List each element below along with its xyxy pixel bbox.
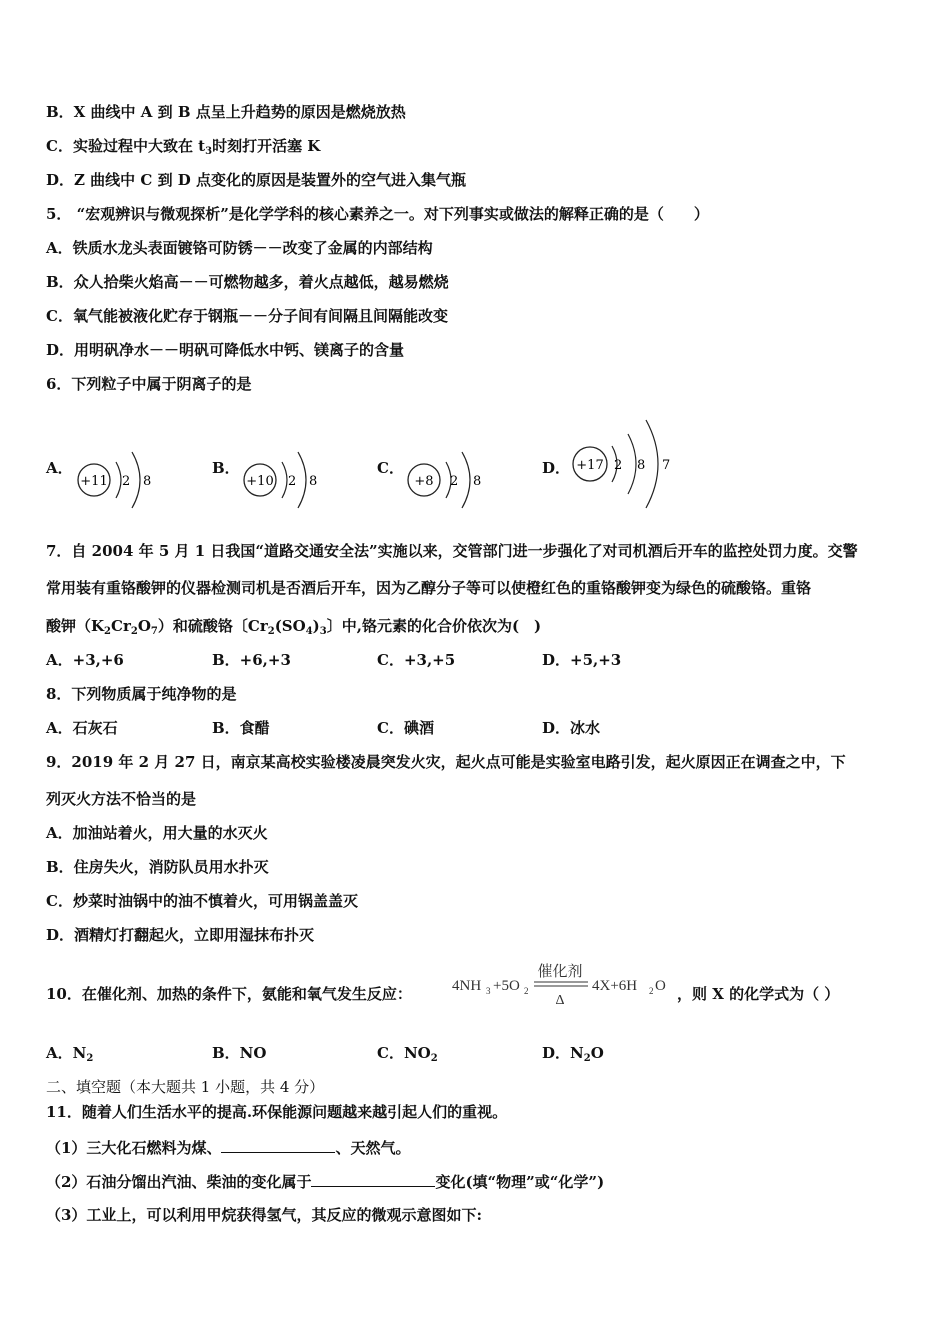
q10-option-d bbox=[542, 1043, 604, 1063]
q6-a-nucleus: +11 bbox=[80, 474, 108, 489]
q6-b-shell-2: 8 bbox=[309, 474, 318, 489]
eq-heat: Δ bbox=[555, 993, 565, 1008]
q9-line-2: 列灭火方法不恰当的是 bbox=[46, 790, 197, 808]
q9-option-c: C．炒菜时油锅中的油不慎着火，可用锅盖盖灭 bbox=[46, 892, 358, 910]
q10-a-sub: 2 bbox=[86, 1053, 94, 1064]
q6-d-nucleus: +17 bbox=[576, 458, 604, 473]
q4-option-c-sub: 3 bbox=[205, 146, 213, 157]
q10-stem-post: ，则 X 的化学式为（ ） bbox=[677, 985, 840, 1003]
eq-sub-2b: 2 bbox=[649, 986, 654, 996]
q11-p1-text2: 、天然气。 bbox=[335, 1139, 411, 1157]
q10-a-text: A．N bbox=[46, 1044, 87, 1062]
q10-option-a bbox=[46, 1043, 93, 1063]
eq-catalyst: 催化剂 bbox=[537, 964, 583, 980]
q8-option-c: C．碘酒 bbox=[377, 719, 434, 737]
q11-p1-blank[interactable] bbox=[221, 1137, 335, 1153]
q7-option-c: C．+3,+5 bbox=[377, 651, 456, 669]
q7-text-d: ）和硫酸铬〔Cr bbox=[157, 617, 268, 635]
q10-d-text2: O bbox=[590, 1044, 604, 1062]
q6-d-shell-3: 7 bbox=[662, 458, 671, 473]
q6-c-shell-2: 8 bbox=[473, 474, 482, 489]
q6-d-shell-2: 8 bbox=[637, 458, 646, 473]
eq-right-b: O bbox=[655, 978, 666, 994]
q10-option-b: B．NO bbox=[212, 1044, 267, 1062]
q7-line-2: 常用装有重铬酸钾的仪器检测司机是否酒后开车，因为乙醇分子等可以使橙红色的重铬酸钾变为绿色的硫酸铬。重铬 bbox=[46, 579, 812, 597]
q6-b-nucleus: +10 bbox=[246, 474, 274, 489]
q7-option-d: D．+5,+3 bbox=[542, 651, 622, 669]
q7-sub: 4 bbox=[305, 626, 313, 637]
q7-line-1: 7．自 2004 年 5 月 1 日我国“道路交通安全法”实施以来，交管部门进一步强化了对司机酒后开车的监控处罚力度。交警 bbox=[46, 542, 858, 560]
q8-option-d: D．冰水 bbox=[542, 719, 601, 737]
q6-atom-diagram-b bbox=[236, 430, 336, 534]
eq-left-a: 4NH bbox=[452, 978, 482, 994]
q7-text-f: ) bbox=[312, 617, 320, 635]
q6-stem: 6．下列粒子中属于阴离子的是 bbox=[46, 375, 252, 393]
q7-text-g: 〕中,铬元素的化合价依次为( ) bbox=[326, 617, 542, 635]
eq-right-a: 4X+6H bbox=[592, 978, 638, 994]
eq-left-b: +5O bbox=[493, 978, 520, 994]
q7-sub: 7 bbox=[150, 626, 158, 637]
q10-d-text: D．N bbox=[542, 1044, 584, 1062]
q6-c-shell-1: 2 bbox=[450, 474, 459, 489]
q10-option-c bbox=[377, 1043, 438, 1063]
q6-atom-diagram-c bbox=[400, 430, 500, 534]
q10-stem-pre: 10．在催化剂、加热的条件下，氨能和氧气发生反应： bbox=[46, 985, 412, 1003]
q9-option-b: B．住房失火，消防队员用水扑灭 bbox=[46, 858, 269, 876]
q6-atom-diagram-d bbox=[566, 404, 686, 528]
q6-a-shell-2: 8 bbox=[143, 474, 152, 489]
q6-atom-diagram-a bbox=[70, 430, 170, 534]
q5-option-b: B．众人拾柴火焰高－－可燃物越多，着火点越低，越易燃烧 bbox=[46, 273, 449, 291]
q7-text-e: (SO bbox=[274, 617, 306, 635]
q11-p1-text: （1）三大化石燃料为煤、 bbox=[46, 1139, 222, 1157]
q7-line-3 bbox=[46, 616, 541, 636]
q10-c-text: C．NO bbox=[377, 1044, 431, 1062]
q6-option-b-letter: B． bbox=[212, 459, 240, 477]
q7-text-c: O bbox=[137, 617, 151, 635]
q4-option-c-text: C．实验过程中大致在 t bbox=[46, 137, 206, 155]
q9-line-1: 9．2019 年 2 月 27 日，南京某高校实验楼凌晨突发火灾，起火点可能是实验室电路引发，起火原因正在调查之中，下 bbox=[46, 753, 846, 771]
q9-option-a: A．加油站着火，用大量的水灭火 bbox=[46, 824, 268, 842]
q6-option-c-letter: C． bbox=[377, 459, 404, 477]
q10-c-sub: 2 bbox=[430, 1053, 438, 1064]
q9-option-d: D．酒精灯打翻起火，立即用湿抹布扑灭 bbox=[46, 926, 315, 944]
q11-stem: 11．随着人们生活水平的提高.环保能源问题越来越引起人们的重视。 bbox=[46, 1103, 508, 1121]
q7-text-a: 酸钾（K bbox=[46, 617, 105, 635]
q8-stem: 8．下列物质属于纯净物的是 bbox=[46, 685, 237, 703]
q5-option-a: A．铁质水龙头表面镀铬可防锈－－改变了金属的内部结构 bbox=[46, 239, 433, 257]
section-heading: 二、填空题（本大题共 1 小题，共 4 分） bbox=[46, 1078, 325, 1096]
q4-option-c-text2: 时刻打开活塞 K bbox=[212, 137, 321, 155]
q7-sub: 3 bbox=[319, 626, 327, 637]
q5-option-d: D．用明矾净水－－明矾可降低水中钙、镁离子的含量 bbox=[46, 341, 405, 359]
q6-c-nucleus: +8 bbox=[414, 474, 434, 489]
q4-option-b: B．X 曲线中 A 到 B 点呈上升趋势的原因是燃烧放热 bbox=[46, 103, 406, 121]
q11-part-1 bbox=[46, 1137, 410, 1158]
q11-p2-text2: 变化(填“物理”或“化学”) bbox=[435, 1173, 605, 1191]
q6-b-shell-1: 2 bbox=[288, 474, 297, 489]
q11-part-3: （3）工业上，可以利用甲烷获得氢气，其反应的微观示意图如下: bbox=[46, 1206, 482, 1224]
q5-option-c: C．氧气能被液化贮存于钢瓶－－分子间有间隔且间隔能改变 bbox=[46, 307, 448, 325]
eq-sub-2a: 2 bbox=[524, 986, 529, 996]
q11-part-2 bbox=[46, 1171, 604, 1192]
q6-option-a-letter: A． bbox=[46, 459, 73, 477]
q7-option-a: A．+3,+6 bbox=[46, 651, 124, 669]
q8-option-b: B．食醋 bbox=[212, 719, 270, 737]
q7-sub: 2 bbox=[267, 626, 275, 637]
q7-option-b: B．+6,+3 bbox=[212, 651, 291, 669]
q4-option-d: D．Z 曲线中 C 到 D 点变化的原因是装置外的空气进入集气瓶 bbox=[46, 171, 467, 189]
q11-p2-blank[interactable] bbox=[311, 1171, 435, 1187]
q7-text-b: Cr bbox=[111, 617, 131, 635]
q10-d-sub: 2 bbox=[583, 1053, 591, 1064]
q6-a-shell-1: 2 bbox=[122, 474, 131, 489]
q5-stem: 5． “宏观辨识与微观探析”是化学学科的核心素养之一。对下列事实或做法的解释正确的是（ ） bbox=[46, 205, 709, 223]
q7-sub: 2 bbox=[130, 626, 138, 637]
q11-p2-text: （2）石油分馏出汽油、柴油的变化属于 bbox=[46, 1173, 312, 1191]
q7-sub: 2 bbox=[104, 626, 112, 637]
q6-option-d-letter: D． bbox=[542, 459, 571, 477]
q4-option-c bbox=[46, 136, 320, 156]
eq-sub-3: 3 bbox=[486, 986, 491, 996]
q6-d-shell-1: 2 bbox=[614, 458, 623, 473]
q8-option-a: A．石灰石 bbox=[46, 719, 118, 737]
q10-chemical-equation bbox=[452, 958, 672, 1012]
